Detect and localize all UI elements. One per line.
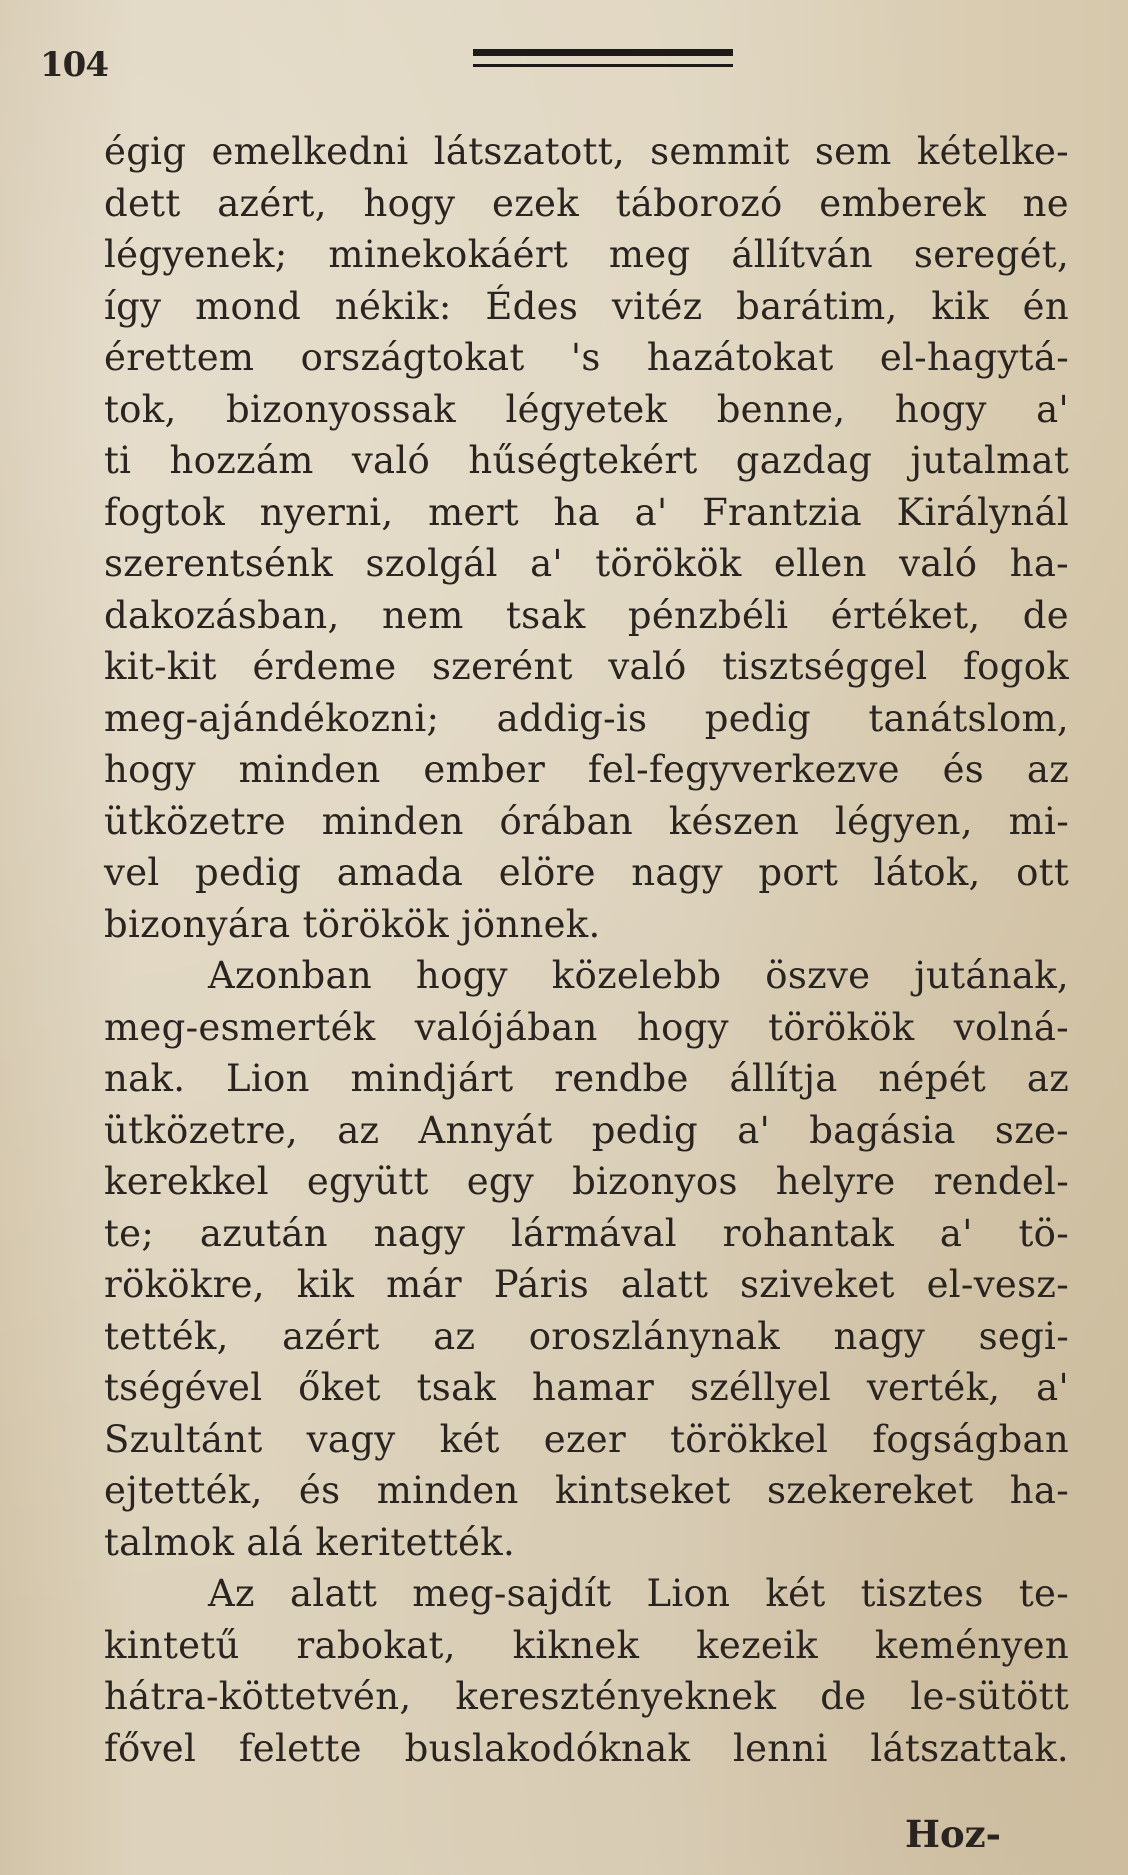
text-line: ütközetre minden órában készen légyen, mi-: [104, 799, 1069, 843]
text-line: Szultánt vagy két ezer törökkel fogságban: [104, 1417, 1069, 1461]
paragraph-start-line: Az alatt meg-sajdít Lion két tisztes te-: [208, 1572, 1069, 1615]
text-line: meg-esmerték valójában hogy törökök volná-: [104, 1005, 1069, 1049]
text-line: hátra-köttetvén, keresztényeknek de le-sütött: [104, 1675, 1069, 1718]
text-line: légyenek; minekokáért meg állítván seregét,: [104, 233, 1069, 276]
text-line: kerekkel együtt egy bizonyos helyre rendel-: [104, 1160, 1069, 1203]
text-line: fogtok nyerni, mert ha a' Frantzia Királynál: [104, 490, 1069, 534]
text-line: ütközetre, az Annyát pedig a' bagásia sze-: [104, 1108, 1069, 1152]
text-line: kintetű rabokat, kiknek kezeik keményen: [104, 1623, 1069, 1667]
text-line: hogy minden ember fel-fegyverkezve és az: [104, 748, 1069, 791]
body-text: [104, 126, 1069, 1774]
text-line: tették, azért az oroszlánynak nagy segi-: [104, 1314, 1069, 1358]
text-line: dakozásban, nem tsak pénzbéli értéket, de: [104, 593, 1069, 637]
text-line: ti hozzám való hűségtekért gazdag jutalmat: [104, 439, 1069, 482]
page-number: 104: [40, 45, 108, 85]
text-line: rökökre, kik már Páris alatt sziveket el-vesz-: [104, 1263, 1069, 1306]
text-line: vel pedig amada elöre nagy port látok, ott: [104, 851, 1069, 894]
header-rule: [473, 49, 733, 67]
text-line: szerentsénk szolgál a' törökök ellen való ha-: [104, 542, 1069, 585]
catchword: Hoz-: [905, 1812, 1002, 1856]
text-line: ejtették, és minden kintseket szekereket ha-: [104, 1469, 1069, 1512]
text-line: tségével őket tsak hamar széllyel verték, a': [104, 1366, 1069, 1409]
paragraph-end-line: bizonyára törökök jönnek.: [104, 902, 601, 946]
text-line: nak. Lion mindjárt rendbe állítja népét az: [104, 1057, 1069, 1100]
paragraph-start-line: Azonban hogy közelebb öszve jutának,: [208, 954, 1069, 997]
text-line: fővel felette buslakodóknak lenni látszattak.: [104, 1726, 1069, 1770]
text-line: meg-ajándékozni; addig-is pedig tanátslom,: [104, 696, 1069, 740]
page-header: [40, 45, 1090, 85]
text-line: égig emelkedni látszatott, semmit sem kételke-: [104, 130, 1069, 173]
text-line: érettem országtokat 's hazátokat el-hagytá-: [104, 336, 1069, 379]
text-line: tok, bizonyossak légyetek benne, hogy a': [104, 387, 1069, 431]
paragraph-end-line: talmok alá keritették.: [104, 1520, 516, 1564]
text-line: dett azért, hogy ezek táborozó emberek ne: [104, 181, 1069, 225]
text-line: kit-kit érdeme szerént való tisztséggel fogok: [104, 645, 1069, 688]
text-line: te; azután nagy lármával rohantak a' tö-: [104, 1211, 1069, 1255]
text-line: így mond nékik: Édes vitéz barátim, kik én: [104, 284, 1069, 328]
